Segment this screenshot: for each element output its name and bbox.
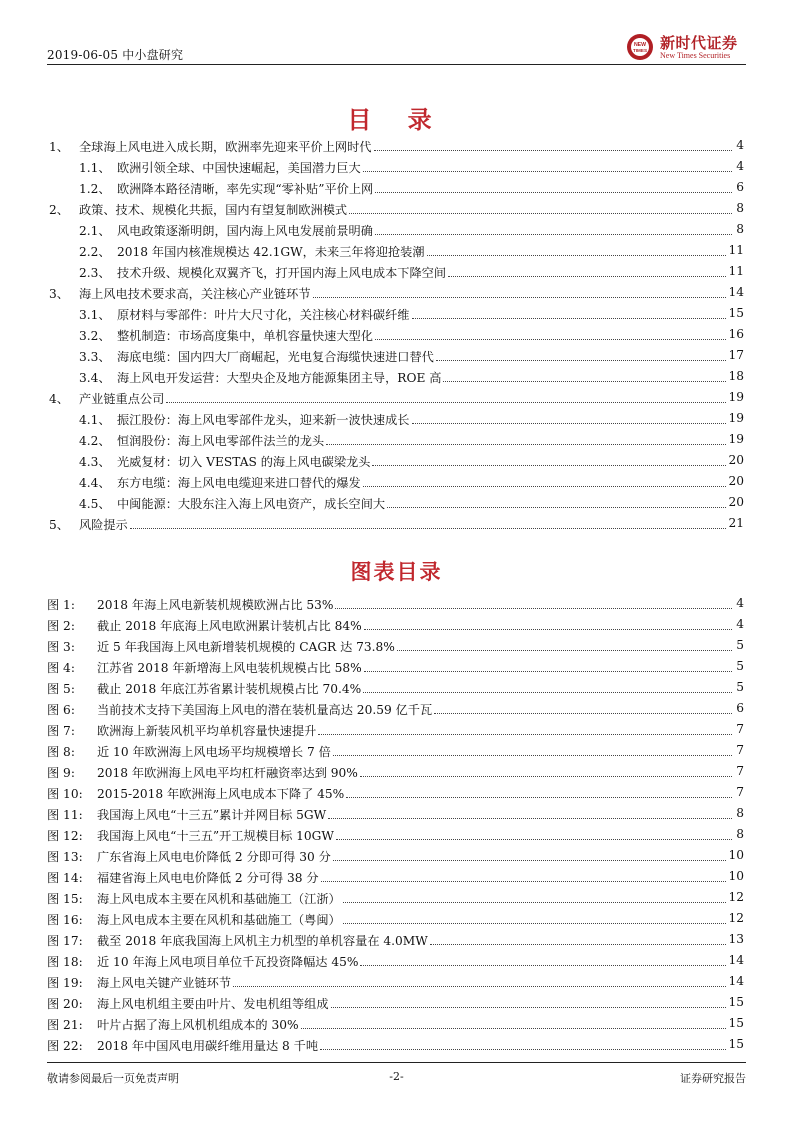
figure-entry-page: 15: [728, 1037, 744, 1051]
dot-leader: [360, 776, 732, 777]
company-logo: [626, 32, 746, 62]
dot-leader: [364, 671, 732, 672]
toc-entry-text: 全球海上风电进入成长期，欧洲率先迎来平价上网时代: [79, 140, 372, 154]
toc-entry[interactable]: [47, 493, 744, 514]
figure-entry-text: 我国海上风电“十三五”开工规模目标 10GW: [97, 829, 334, 843]
figure-entry[interactable]: [47, 846, 744, 867]
toc-entry[interactable]: [47, 178, 744, 199]
toc-entry-number: 2.1、: [79, 224, 111, 238]
footer-report-type: 证券研究报告: [680, 1072, 746, 1085]
figure-entry[interactable]: [47, 888, 744, 909]
figure-entry-text: 截止 2018 年底海上风电欧洲累计装机占比 84%: [97, 619, 362, 633]
toc-entry-number: 2、: [49, 203, 69, 217]
svg-text:NEW: NEW: [633, 42, 647, 48]
dot-leader: [331, 1007, 732, 1008]
figure-entry-number: 图 17:: [47, 934, 83, 948]
dot-leader: [326, 444, 732, 445]
toc-entry-number: 1.2、: [79, 182, 111, 196]
figure-entry[interactable]: [47, 636, 744, 657]
figure-entry-page: 6: [736, 701, 744, 715]
toc-entry-page: 8: [736, 201, 744, 215]
toc-entry-text: 欧洲引领全球、中国快速崛起，美国潜力巨大: [117, 161, 361, 175]
toc-entry[interactable]: [47, 241, 744, 262]
toc-entry-page: 19: [728, 432, 744, 446]
toc-entry-number: 3.4、: [79, 371, 111, 385]
dot-leader: [375, 192, 732, 193]
toc-entry-page: 19: [728, 411, 744, 425]
toc-entry-number: 1、: [49, 140, 69, 154]
figure-entry-number: 图 3:: [47, 640, 75, 654]
toc-entry-text: 光威复材：切入 VESTAS 的海上风电碳梁龙头: [117, 455, 371, 469]
toc-entry-number: 2.2、: [79, 245, 111, 259]
toc-entry-number: 3.1、: [79, 308, 111, 322]
figure-list: [47, 594, 744, 1056]
toc-entry-text: 风电政策逐渐明朗，国内海上风电发展前景明确: [117, 224, 373, 238]
figure-entry-page: 7: [736, 764, 744, 778]
figure-entry-number: 图 4:: [47, 661, 75, 675]
figure-entry-number: 图 12:: [47, 829, 83, 843]
figure-entry-text: 当前技术支持下美国海上风电的潜在装机量高达 20.59 亿千瓦: [97, 703, 433, 717]
figure-entry-text: 叶片占据了海上风机机组成本的 30%: [97, 1018, 299, 1032]
figure-entry[interactable]: [47, 993, 744, 1014]
figure-entry-number: 图 9:: [47, 766, 75, 780]
figure-entry-text: 海上风电关键产业链环节: [97, 976, 232, 990]
dot-leader: [412, 423, 732, 424]
figure-entry[interactable]: [47, 762, 744, 783]
figure-entry-number: 图 20:: [47, 997, 83, 1011]
toc-entry[interactable]: [47, 262, 744, 283]
figure-entry-page: 5: [736, 659, 744, 673]
toc-entry[interactable]: [47, 451, 744, 472]
figure-entry-text: 福建省海上风电电价降低 2 分可得 38 分: [97, 871, 319, 885]
toc-title: 目 录: [347, 106, 446, 134]
toc-entry-text: 欧洲降本路径清晰，率先实现“零补贴”平价上网: [117, 182, 374, 196]
figure-entry-page: 8: [736, 827, 744, 841]
figure-entry-page: 5: [736, 680, 744, 694]
toc-entry-number: 3、: [49, 287, 69, 301]
figure-entry-text: 2018 年海上风电新装机规模欧洲占比 53%: [97, 598, 334, 612]
toc-entry[interactable]: [47, 346, 744, 367]
toc-entry-text: 2018 年国内核准规模达 42.1GW，未来三年将迎抢装潮: [117, 245, 425, 259]
header-date-topic: 2019-06-05 中小盘研究: [47, 48, 184, 62]
toc-entry-text: 海上风电技术要求高，关注核心产业链环节: [79, 287, 311, 301]
figure-entry-page: 8: [736, 806, 744, 820]
toc-entry[interactable]: [47, 472, 744, 493]
toc-entry-text: 政策、技术、规模化共振，国内有望复制欧洲模式: [79, 203, 348, 217]
figure-entry-page: 4: [736, 617, 744, 631]
figure-entry-page: 7: [736, 722, 744, 736]
figure-entry-page: 12: [728, 911, 744, 925]
figure-entry-number: 图 2:: [47, 619, 75, 633]
dot-leader: [448, 276, 732, 277]
figure-entry-number: 图 19:: [47, 976, 83, 990]
figure-entry-number: 图 22:: [47, 1039, 83, 1053]
figure-entry-page: 12: [728, 890, 744, 904]
toc-entry-text: 海上风电开发运营：大型央企及地方能源集团主导，ROE 高: [117, 371, 442, 385]
dot-leader: [430, 944, 732, 945]
toc-entry-text: 东方电缆：海上风电电缆迎来进口替代的爆发: [117, 476, 361, 490]
logo-emblem-icon: [626, 33, 654, 61]
footer-disclaimer: 敬请参阅最后一页免责声明: [47, 1072, 179, 1085]
toc-entry-page: 18: [728, 369, 744, 383]
toc-entry[interactable]: [47, 304, 744, 325]
figure-entry-page: 15: [728, 1016, 744, 1030]
figure-entry-page: 4: [736, 596, 744, 610]
logo-name-cn: 新时代证券: [660, 34, 738, 52]
dot-leader: [343, 923, 732, 924]
dot-leader: [375, 339, 732, 340]
svg-text:TIMES: TIMES: [632, 48, 648, 53]
toc-entry-number: 4.5、: [79, 497, 111, 511]
figure-entry-page: 10: [728, 848, 744, 862]
toc-entry-page: 8: [736, 222, 744, 236]
dot-leader: [363, 486, 732, 487]
dot-leader: [335, 608, 732, 609]
figure-entry[interactable]: [47, 951, 744, 972]
toc-entry-page: 4: [736, 159, 744, 173]
dot-leader: [349, 213, 732, 214]
figure-entry-page: 14: [728, 974, 744, 988]
figure-entry-number: 图 7:: [47, 724, 75, 738]
dot-leader: [320, 1049, 732, 1050]
figure-entry[interactable]: [47, 699, 744, 720]
toc-entry-number: 4.2、: [79, 434, 111, 448]
figure-entry-text: 海上风电机组主要由叶片、发电机组等组成: [97, 997, 329, 1011]
figure-entry-page: 7: [736, 785, 744, 799]
figure-list-title: 图表目录: [350, 560, 443, 584]
footer-page-number: -2-: [389, 1070, 404, 1083]
figure-entry[interactable]: [47, 1014, 744, 1035]
toc-entry-number: 1.1、: [79, 161, 111, 175]
dot-leader: [387, 507, 732, 508]
dot-leader: [333, 755, 732, 756]
toc-entry-number: 4.4、: [79, 476, 111, 490]
figure-entry[interactable]: [47, 867, 744, 888]
dot-leader: [436, 360, 732, 361]
dot-leader: [346, 797, 732, 798]
toc-entry-page: 21: [728, 516, 744, 530]
dot-leader: [343, 902, 732, 903]
dot-leader: [336, 839, 732, 840]
figure-entry-text: 海上风电成本主要在风机和基础施工（江浙）: [97, 892, 341, 906]
toc-entry-number: 5、: [49, 518, 69, 532]
table-of-contents: [47, 136, 744, 535]
logo-name-en: New Times Securities: [660, 51, 731, 60]
figure-entry-number: 图 15:: [47, 892, 83, 906]
figure-entry-text: 近 10 年海上风电项目单位千瓦投资降幅达 45%: [97, 955, 359, 969]
toc-entry[interactable]: [47, 367, 744, 388]
toc-entry-text: 技术升级、规模化双翼齐飞，打开国内海上风电成本下降空间: [117, 266, 447, 280]
figure-entry[interactable]: [47, 594, 744, 615]
figure-entry-number: 图 6:: [47, 703, 75, 717]
figure-entry-page: 15: [728, 995, 744, 1009]
toc-entry-number: 4.1、: [79, 413, 111, 427]
figure-entry[interactable]: [47, 657, 744, 678]
toc-entry-page: 20: [728, 453, 744, 467]
page-header: [47, 30, 746, 64]
figure-entry-number: 图 18:: [47, 955, 83, 969]
figure-entry-text: 截至 2018 年底我国海上风机主力机型的单机容量在 4.0MW: [97, 934, 428, 948]
dot-leader: [374, 150, 732, 151]
toc-entry-page: 11: [728, 243, 744, 257]
dot-leader: [333, 860, 732, 861]
toc-entry-number: 4、: [49, 392, 69, 406]
figure-entry-text: 近 5 年我国海上风电新增装机规模的 CAGR 达 73.8%: [97, 640, 395, 654]
toc-entry[interactable]: [47, 388, 744, 409]
figure-entry-number: 图 5:: [47, 682, 75, 696]
dot-leader: [364, 629, 732, 630]
toc-entry-page: 17: [728, 348, 744, 362]
toc-entry[interactable]: [47, 325, 744, 346]
dot-leader: [375, 234, 732, 235]
toc-entry-page: 20: [728, 495, 744, 509]
page-footer: [47, 1062, 746, 1086]
toc-entry-text: 整机制造：市场高度集中，单机容量快速大型化: [117, 329, 373, 343]
figure-entry[interactable]: [47, 678, 744, 699]
figure-entry[interactable]: [47, 1035, 744, 1056]
toc-entry-text: 中闽能源：大股东注入海上风电资产，成长空间大: [117, 497, 386, 511]
figure-entry-text: 截止 2018 年底江苏省累计装机规模占比 70.4%: [97, 682, 362, 696]
toc-entry-page: 16: [728, 327, 744, 341]
header-divider: [47, 64, 746, 65]
figure-entry[interactable]: [47, 615, 744, 636]
figure-entry-number: 图 10:: [47, 787, 83, 801]
toc-entry[interactable]: [47, 220, 744, 241]
dot-leader: [412, 318, 732, 319]
toc-entry-page: 6: [736, 180, 744, 194]
dot-leader: [166, 402, 732, 403]
figure-entry-number: 图 11:: [47, 808, 83, 822]
toc-entry-page: 19: [728, 390, 744, 404]
dot-leader: [363, 692, 732, 693]
figure-entry[interactable]: [47, 720, 744, 741]
toc-entry[interactable]: [47, 157, 744, 178]
figure-entry-number: 图 14:: [47, 871, 83, 885]
toc-entry-text: 风险提示: [79, 518, 128, 532]
dot-leader: [318, 734, 732, 735]
figure-entry-number: 图 13:: [47, 850, 83, 864]
figure-entry-number: 图 21:: [47, 1018, 83, 1032]
toc-entry-number: 3.3、: [79, 350, 111, 364]
figure-entry-text: 2018 年欧洲海上风电平均杠杆融资率达到 90%: [97, 766, 358, 780]
toc-entry-text: 振江股份：海上风电零部件龙头，迎来新一波快速成长: [117, 413, 410, 427]
dot-leader: [427, 255, 732, 256]
dot-leader: [434, 713, 732, 714]
dot-leader: [360, 965, 732, 966]
dot-leader: [313, 297, 732, 298]
figure-entry-number: 图 16:: [47, 913, 83, 927]
figure-entry[interactable]: [47, 783, 744, 804]
footer-divider: [47, 1062, 746, 1063]
toc-entry-page: 11: [728, 264, 744, 278]
dot-leader: [363, 171, 732, 172]
figure-entry[interactable]: [47, 972, 744, 993]
figure-entry[interactable]: [47, 741, 744, 762]
toc-entry-page: 20: [728, 474, 744, 488]
toc-entry-text: 产业链重点公司: [79, 392, 165, 406]
toc-entry-page: 15: [728, 306, 744, 320]
dot-leader: [443, 381, 732, 382]
figure-entry-text: 江苏省 2018 年新增海上风电装机规模占比 58%: [97, 661, 362, 675]
dot-leader: [328, 818, 732, 819]
toc-entry[interactable]: [47, 283, 744, 304]
figure-entry-page: 14: [728, 953, 744, 967]
figure-entry-text: 2018 年中国风电用碳纤维用量达 8 千吨: [97, 1039, 319, 1053]
dot-leader: [397, 650, 732, 651]
figure-entry[interactable]: [47, 930, 744, 951]
figure-entry-page: 13: [728, 932, 744, 946]
figure-entry-text: 2015-2018 年欧洲海上风电成本下降了 45%: [97, 787, 345, 801]
toc-entry-text: 海底电缆：国内四大厂商崛起，光电复合海缆快速进口替代: [117, 350, 434, 364]
figure-entry[interactable]: [47, 825, 744, 846]
toc-entry[interactable]: [47, 430, 744, 451]
figure-entry-number: 图 8:: [47, 745, 75, 759]
figure-entry-page: 10: [728, 869, 744, 883]
toc-entry[interactable]: [47, 136, 744, 157]
toc-entry-page: 14: [728, 285, 744, 299]
figure-entry-page: 5: [736, 638, 744, 652]
figure-entry-text: 欧洲海上新装风机平均单机容量快速提升: [97, 724, 317, 738]
figure-entry-text: 我国海上风电“十三五”累计并网目标 5GW: [97, 808, 327, 822]
toc-entry[interactable]: [47, 409, 744, 430]
toc-entry-number: 3.2、: [79, 329, 111, 343]
figure-entry-text: 海上风电成本主要在风机和基础施工（粤闽）: [97, 913, 341, 927]
toc-entry-text: 原材料与零部件：叶片大尺寸化，关注核心材料碳纤维: [117, 308, 410, 322]
figure-entry-text: 近 10 年欧洲海上风电场平均规模增长 7 倍: [97, 745, 331, 759]
toc-entry-text: 恒润股份：海上风电零部件法兰的龙头: [117, 434, 325, 448]
figure-entry[interactable]: [47, 804, 744, 825]
figure-entry-number: 图 1:: [47, 598, 75, 612]
toc-entry-number: 4.3、: [79, 455, 111, 469]
dot-leader: [372, 465, 732, 466]
figure-entry[interactable]: [47, 909, 744, 930]
dot-leader: [321, 881, 732, 882]
toc-entry-number: 2.3、: [79, 266, 111, 280]
figure-entry-page: 7: [736, 743, 744, 757]
dot-leader: [130, 528, 732, 529]
figure-entry-text: 广东省海上风电电价降低 2 分即可得 30 分: [97, 850, 331, 864]
toc-entry[interactable]: [47, 514, 744, 535]
toc-entry-page: 4: [736, 138, 744, 152]
dot-leader: [301, 1028, 732, 1029]
dot-leader: [233, 986, 732, 987]
toc-entry[interactable]: [47, 199, 744, 220]
